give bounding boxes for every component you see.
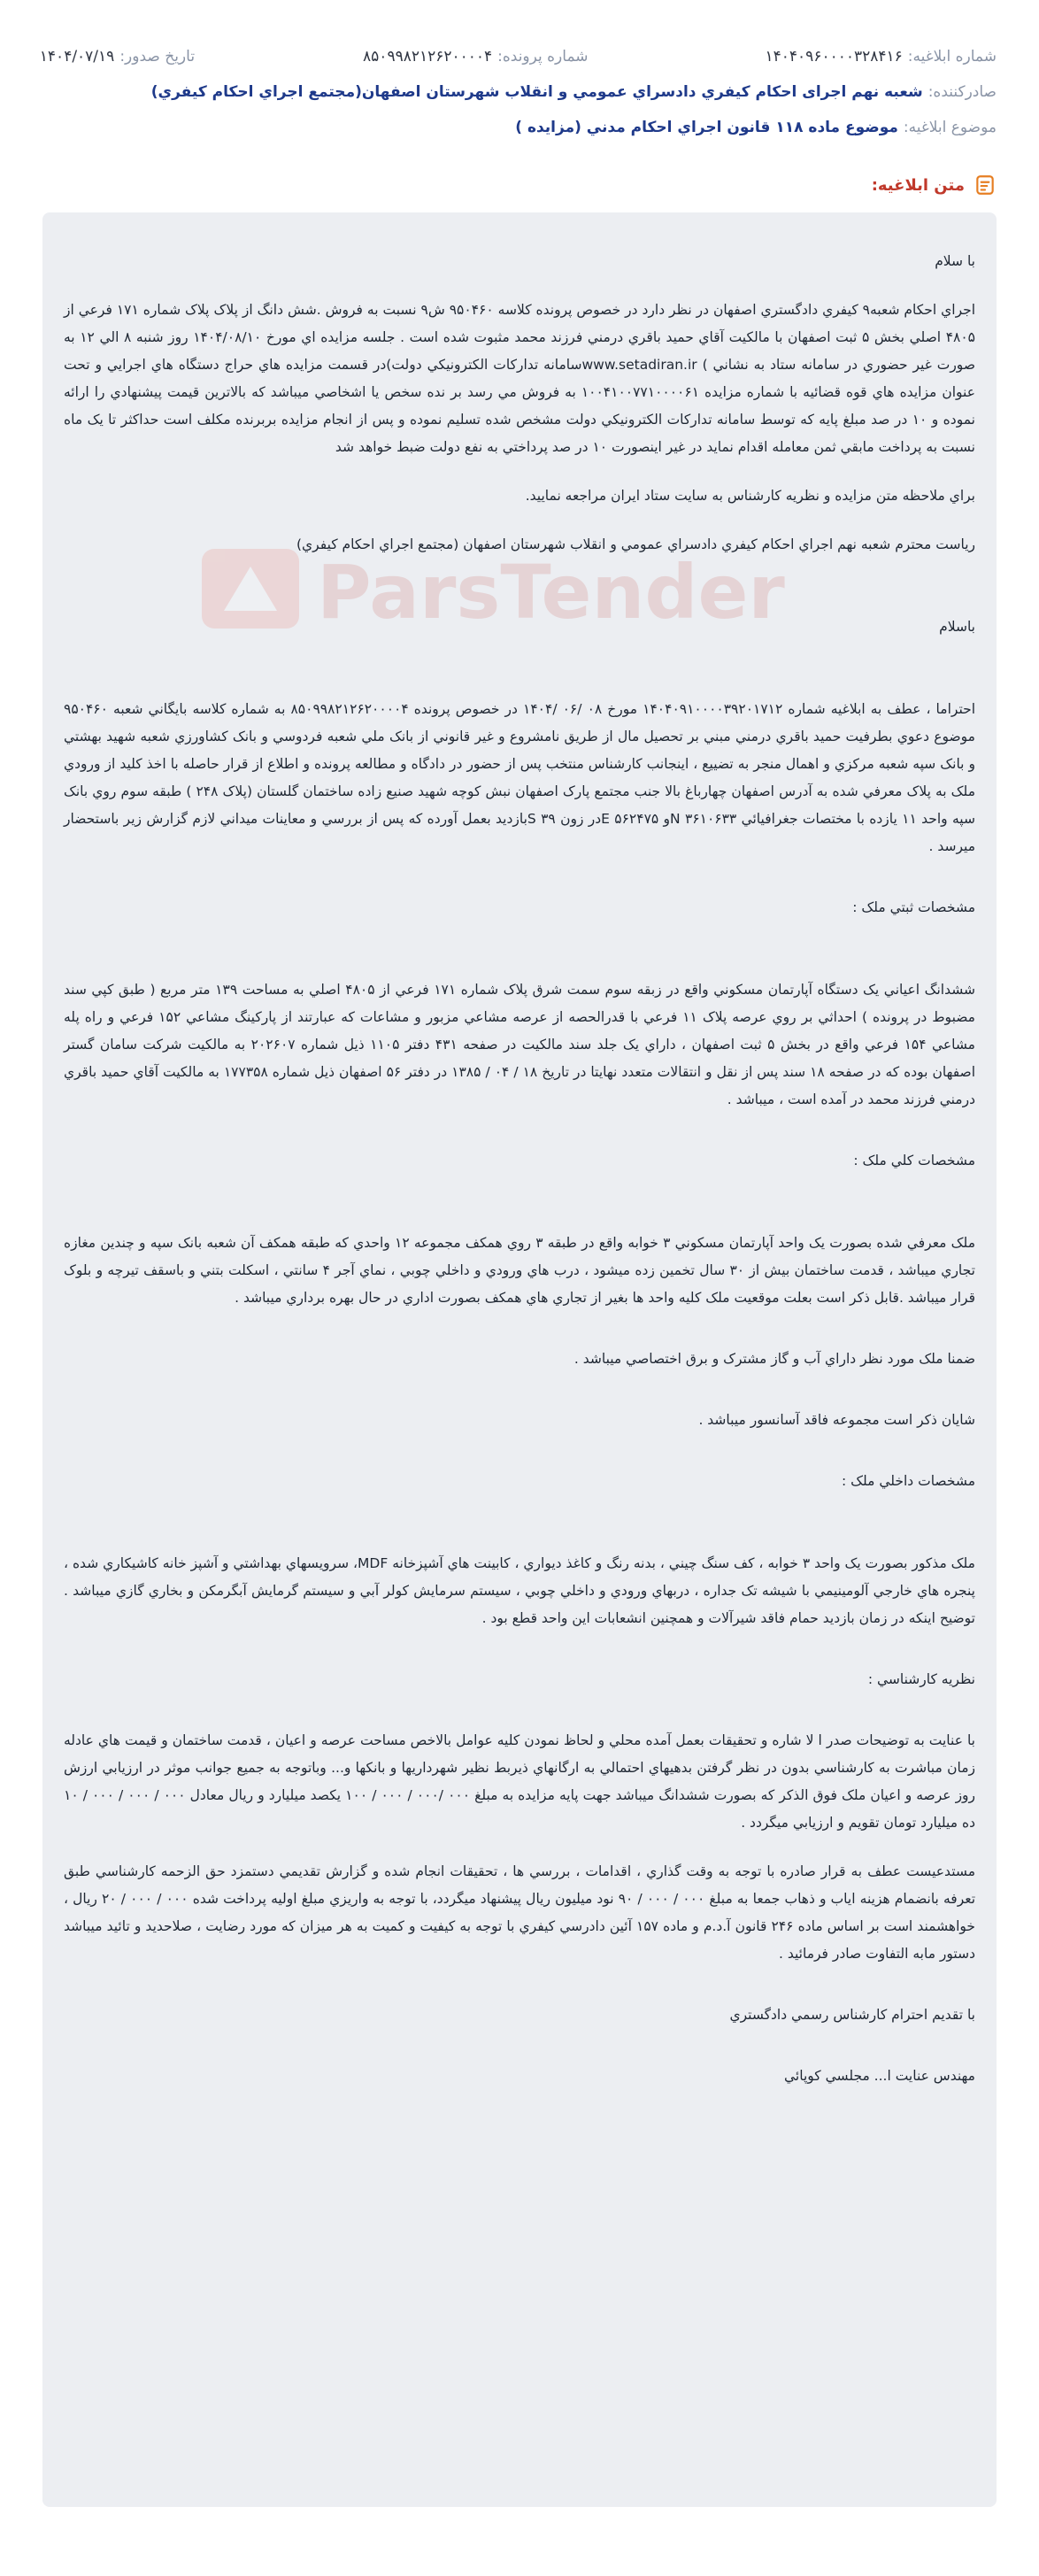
issue-date-label: تاریخ صدور: xyxy=(119,48,196,66)
paragraph-fee-request: مستدعيست عطف به قرار صادره با توجه به وقت گذاري ، اقدامات ، بررسي ها ، تحقيقات انجام شده و گزارش تقديمي دستمزد حق الزحمه کارشناسي طبق تعرفه بانضمام هزينه اياب و ذهاب جمعا به مبلغ ۰۰۰ / ۰۰۰ / ۹۰ نود ميليون ريال پيشنهاد ميگردد، با توجه به واريزي مبلغ اوليه پرداخت شده ۰۰۰ / ۰۰۰ / ۲۰ ريال ، خواهشمند است بر اساس ماده ۲۴۶ قانون آ.د.م و ماده ۱۵۷ آئين دادرسي کيفري با توجه به کيفيت و کميت به هر ميزان که مورد رضايت ، صلاحديد و تائيد ميباشد دستور مابه التفاوت صادر فرمائيد . xyxy=(64,1863,976,1962)
paragraph-greeting: با سلام xyxy=(935,253,975,269)
document-icon xyxy=(974,174,997,197)
notice-number-label: شماره ابلاغیه: xyxy=(907,48,997,66)
paragraph-general-specs: ملک معرفي شده بصورت يک واحد آپارتمان مسکوني ۳ خوابه واقع در طبقه ۳ روي همکف مجموعه ۱۲ واحدي که طبقه همکف آن شعبه بانک سپه و چندين مغازه تجاري ميباشد ، قدمت ساختمان بيش از ۳۰ سال تخمين زده ميشود ، درب هاي ورودي و داخلي چوبي ، نماي آجر ۴ سانتي ، اسکلت بتني و باسقف تيرچه و بلوک قرار ميباشد .قابل ذکر است بعلت موقعيت ملک کليه واحد ها بغير از تجاري هاي همکف بصورت اداري در حال بهره برداري ميباشد . xyxy=(64,1235,975,1306)
heading-expert-opinion: نظريه کارشناسي : xyxy=(867,1671,975,1687)
subject-value: موضوع ماده ۱۱۸ قانون اجراي احکام مدني (مزايده ) xyxy=(515,119,898,136)
meta-row-subject xyxy=(42,110,997,145)
meta-row-issuer xyxy=(42,74,997,110)
paragraph-auction-announcement: اجراي احکام شعبه۹ کيفري دادگستري اصفهان در نظر دارد در خصوص پرونده کلاسه ۹۵۰۴۶۰ ش۹ نسبت به فروش .شش دانگ از پلاک پلاک شماره ۱۷۱ فرعي از ۴۸۰۵ اصلي بخش ۵ ثبت اصفهان با مالکيت آقاي حميد باقري درمني فرزند محمد مثبوت شده است . جلسه مزايده اي مورخ ۱۴۰۴/۰۸/۱۰ روز شنبه ۸ الي ۱۲ به صورت غير حضوري در سامانه ستاد به نشاني ) www.setadiran.irسامانه تدارکات الکترونيکي دولت)در قسمت مزايده هاي حراج دستگاه هاي اجرايي و تحت عنوان مزايده هاي قوه قضائيه با شماره مزايده ۱۰۰۴۱۰۰۷۷۱۰۰۰۰۶۱ به فروش مي رسد بر نده سخص يا اشخاصي ميباشد که بالاترين قيمت پيشنهادي را ارائه نموده و ۱۰ در صد مبلغ پايه که توسط سامانه تدارکات الکترونيکي دولت مشخص شده تسليم نموده و پس از انجام مزايده بربرنده مکلف است حداکثر تا يک ماه نسبت به پرداخت مابقي ثمن معامله اقدام نمايد در غير اينصورت ۱۰ در صد پرداختي به نفع دولت ضبط خواهد شد xyxy=(64,302,976,455)
heading-registration-specs: مشخصات ثبتي ملک : xyxy=(852,899,975,915)
paragraph-valuation: با عنايت به توضيحات صدر ا لا شاره و تحقيقات بعمل آمده محلي و لحاظ نمودن کليه عوامل بالاخص مساحت عرصه و اعيان ، قدمت ساختمان و قيمت هاي عادله زمان مباشرت به کارشناسي بدون در نظر گرفتن بدهيهاي احتمالي به ارگانهاي ذيربط نظير شهرداريها و بانکها و... وباتوجه به جميع جوانب موثر در ارزيابي ارزش روز عرصه و اعيان ملک فوق الذکر که بصورت ششدانگ ميباشد جهت پايه مزايده به مبلغ ۰۰۰ /۰۰۰ / ۰۰۰ / ۱۰۰ يکصد ميليارد و ريال معادل ۰۰۰ / ۰۰۰ / ۰۰۰ / ۱۰ ده ميليارد تومان تقويم و ارزيابي ميگردد . xyxy=(64,1732,976,1831)
heading-interior-specs: مشخصات داخلي ملک : xyxy=(841,1473,975,1489)
notice-text-heading xyxy=(872,174,997,197)
paragraph-utilities: ضمنا ملک مورد نظر داراي آب و گاز مشترک و برق اختصاصي ميباشد . xyxy=(573,1351,975,1367)
watermark-text: ParsTender xyxy=(317,549,785,636)
paragraph-elevator: شايان ذکر است مجموعه فاقد آسانسور ميباشد . xyxy=(698,1412,975,1428)
issuer-value: شعبه نهم اجرای احکام کيفري دادسراي عمومي و انقلاب شهرستان اصفهان(مجتمع اجراي احکام کيفري) xyxy=(150,83,923,101)
meta-row-numbers xyxy=(39,39,997,74)
file-number xyxy=(363,48,588,66)
paragraph-closing: با تقديم احترام کارشناس رسمي دادگستري xyxy=(729,2007,975,2023)
paragraph-registration-specs: ششدانگ اعياني يک دستگاه آپارتمان مسکوني واقع در زبقه سوم سمت شرق پلاک شماره ۱۷۱ فرعي از ۴۸۰۵ اصلي به مساحت ۱۳۹ متر مربع ( طبق کپي سند مضبوط در پرونده ) احداثي بر روي عرصه پلاک ۱۱ فرعي با قدرالحصه از عرصه مشاعي مزبور و مشاعات که عبارتند از پارکينگ مشاعي ۱۵۲ فرعي و راه پله مشاعي ۱۵۴ فرعي واقع در بخش ۵ ثبت اصفهان ، داراي يک جلد سند مالکيت در صفحه ۴۳۱ دفتر ۱۱۰۵ ذيل شماره ۲۰۲۶۰۷ به مالکيت شرکت سامان گستر اصفهان بوده که در صفحه ۱۸ سند پس از نقل و انتقالات متعدد نهايتا در تاريخ ۱۸ / ۰۴ / ۱۳۸۵ در دفتر ۵۶ اصفهان ذيل شماره ۱۷۷۳۵۸ به مالکيت آقاي حميد باقري درمني فرزند محمد در آمده است ، ميباشد . xyxy=(64,982,976,1107)
paragraph-see-site: براي ملاحظه متن مزايده و نظريه کارشناس به سايت ستاد ايران مراجعه نماييد. xyxy=(525,488,975,504)
issue-date xyxy=(40,48,195,66)
file-number-value: ۸۵۰۹۹۸۲۱۲۶۲۰۰۰۰۴ xyxy=(363,48,493,66)
notice-meta xyxy=(39,39,997,145)
notice-number-value: ۱۴۰۴۰۹۶۰۰۰۰۳۲۸۴۱۶ xyxy=(765,48,903,66)
paragraph-expert-intro: احتراما ، عطف به ابلاغيه شماره ۱۴۰۴۰۹۱۰۰۰۰۳۹۲۰۱۷۱۲ مورخ ۰۸ /۰۶ /۱۴۰۴ در خصوص پرونده ۸۵۰۹۹۸۲۱۲۶۲۰۰۰۰۴ به شماره کلاسه بايگاني شعبه ۹۵۰۴۶۰ موضوع دعوي بطرفيت حميد باقري درمني مبني بر تحصيل مال از طريق نامشروع و غير قانوني از بانک ملي شعبه فردوسي و بانک کشاورزي شعبه شهيد بهشتي و بانک سپه شعبه مرکزي و اهمال منجر به تضييع ، اينجانب کارشناس منتخب پس از حضور در دادگاه و مطالعه پرونده و اطلاع از قرار حاصله با اخذ کليد از ورودي ملک به پلاک معرفي شده به آدرس اصفهان چهارباغ بالا جنب مجتمع پارک اصفهان نبش کوچه شهيد صنيع زاده ساختمان گلستان (پلاک ۲۴۸ ) طبقه سوم روي بانک سپه واحد ۱۱ يازده با مختصات جغرافيائي ۳۶۱۰۶۳۳ Nو ۵۶۲۴۷۵ Eدر زون ۳۹ Sبازديد بعمل آورده که پس از بررسي و معاينات ميداني لازم گزارش زير باستحضار ميرسد . xyxy=(64,701,976,854)
heading-general-specs: مشخصات کلي ملک : xyxy=(853,1153,975,1168)
notice-body xyxy=(42,212,997,2507)
paragraph-addressee: رياست محترم شعبه نهم اجراي احکام کيفري دادسراي عمومي و انقلاب شهرستان اصفهان (مجتمع اجراي احکام کيفري) xyxy=(296,536,975,552)
file-number-label: شماره پرونده: xyxy=(497,48,589,66)
paragraph-signature: مهندس عنايت ا... مجلسي کوپائي xyxy=(783,2068,975,2084)
notice-text-title: متن ابلاغیه: xyxy=(871,175,965,195)
notice-number xyxy=(766,48,997,66)
issue-date-value: ۱۴۰۴/۰۷/۱۹ xyxy=(39,48,115,66)
subject-label: موضوع ابلاغیه: xyxy=(903,119,997,136)
issuer-label: صادرکننده: xyxy=(927,83,997,101)
paragraph-interior-specs: ملک مذکور بصورت يک واحد ۳ خوابه ، کف سنگ چيني ، بدنه رنگ و کاغذ ديواري ، کابينت هاي آشپزخانه MDF، سرويسهاي بهداشتي و آشپز خانه کاشيکاري شده ، پنجره هاي خارجي آلومينيمي با شيشه تک جداره ، دربهاي ورودي و داخلي چوبي ، سيستم سرمايش کولر آبي و سيستم گرمايش آبگرمکن و بخاري گازي ميباشد . توضيح اينکه در زمان بازديد حمام فاقد شيرآلات و همچنين انشعابات اين واحد قطع بود . xyxy=(64,1555,975,1626)
paragraph-salutation: باسلام xyxy=(939,619,975,635)
